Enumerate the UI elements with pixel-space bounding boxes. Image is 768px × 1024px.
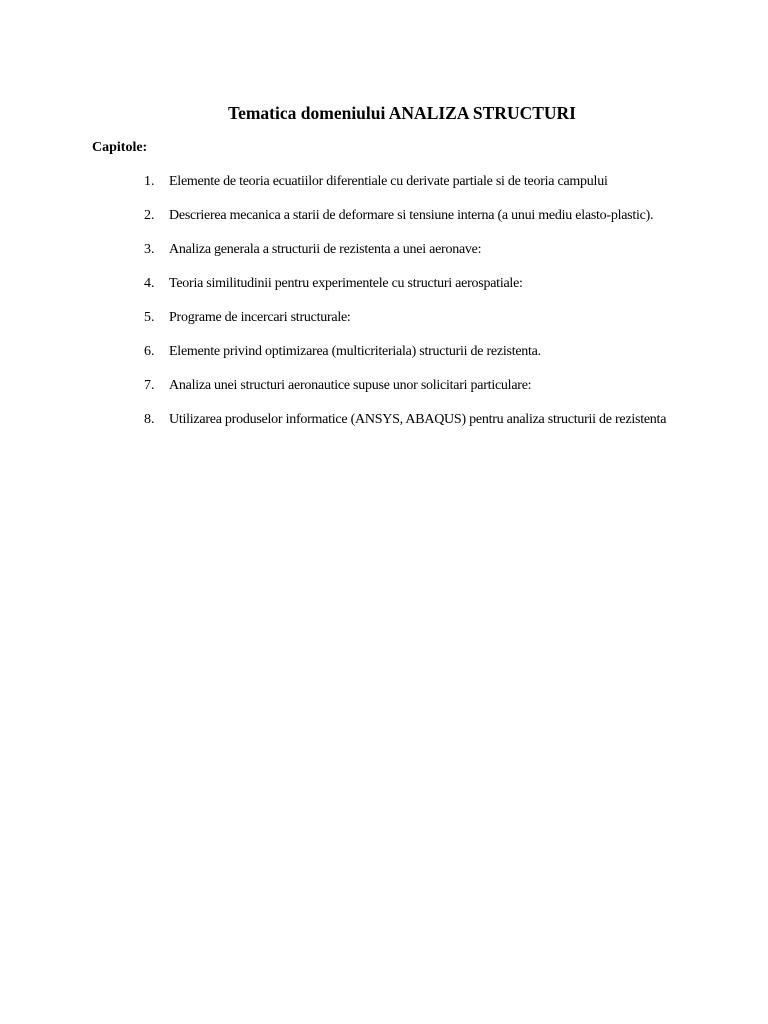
chapter-text: Elemente de teoria ecuatiilor diferentiale cu derivate partiale si de teoria campului <box>169 174 608 189</box>
section-label: Capitole: <box>92 140 148 155</box>
chapter-text: Analiza generala a structurii de rezistenta a unei aeronave: <box>169 242 482 257</box>
document-title: Tematica domeniului ANALIZA STRUCTURI <box>228 103 576 123</box>
chapter-text: Analiza unei structuri aeronautice supuse unor solicitari particulare: <box>169 378 532 393</box>
chapter-number: 2. <box>144 208 155 223</box>
chapter-item <box>0 377 768 394</box>
chapter-number: 8. <box>144 412 155 427</box>
chapter-number: 7. <box>144 378 155 393</box>
chapter-text: Elemente privind optimizarea (multicriteriala) structurii de rezistenta. <box>169 344 541 359</box>
chapter-item <box>0 411 768 428</box>
chapter-item <box>0 241 768 258</box>
chapter-number: 4. <box>144 276 155 291</box>
chapter-text: Programe de incercari structurale: <box>169 310 351 325</box>
chapter-text: Descrierea mecanica a starii de deformare si tensiune interna (a unui mediu elasto-plastic). <box>169 208 654 223</box>
chapter-number: 1. <box>144 174 155 189</box>
chapter-item <box>0 275 768 292</box>
chapter-number: 6. <box>144 344 155 359</box>
chapter-item <box>0 343 768 360</box>
chapter-list <box>0 173 768 445</box>
chapter-item <box>0 173 768 190</box>
chapter-text: Utilizarea produselor informatice (ANSYS, ABAQUS) pentru analiza structurii de rezistenta <box>169 412 667 427</box>
chapter-number: 3. <box>144 242 155 257</box>
chapter-item <box>0 207 768 224</box>
chapter-text: Teoria similitudinii pentru experimentele cu structuri aerospatiale: <box>169 276 523 291</box>
chapter-item <box>0 309 768 326</box>
chapter-number: 5. <box>144 310 155 325</box>
